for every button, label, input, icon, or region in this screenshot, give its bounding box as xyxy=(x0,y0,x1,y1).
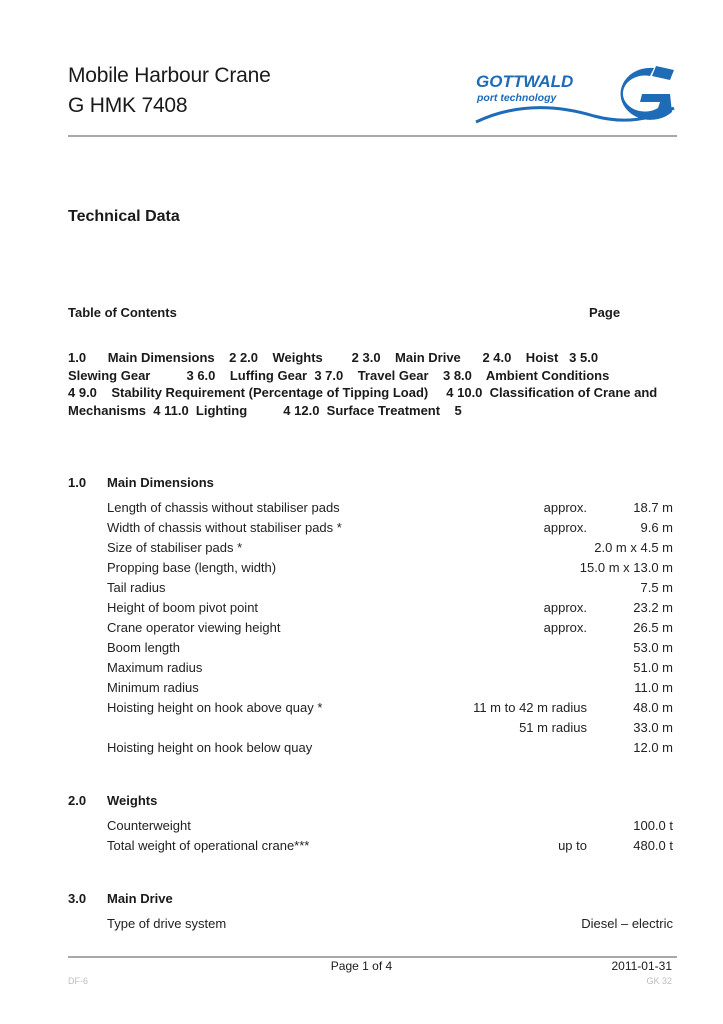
gottwald-logo-graphic xyxy=(474,60,680,126)
toc-line[interactable]: Mechanisms 4 11.0 Lighting 4 12.0 Surface Treatment 5 xyxy=(68,402,462,418)
spec-row xyxy=(107,818,673,838)
spec-value: Diesel – electric xyxy=(581,916,673,931)
spec-row xyxy=(107,916,673,936)
section-title-main-drive: Main Drive xyxy=(107,891,173,906)
spec-value: 2.0 m x 4.5 m xyxy=(594,540,673,555)
table-of-contents xyxy=(68,349,680,419)
spec-value: 11.0 m xyxy=(634,680,673,695)
document-date: 2011-01-31 xyxy=(611,959,672,973)
spec-row xyxy=(107,540,673,560)
toc-line[interactable]: Slewing Gear 3 6.0 Luffing Gear 3 7.0 Travel Gear 3 8.0 Ambient Conditions xyxy=(68,367,610,383)
footer-left-code: DF-6 xyxy=(68,976,88,986)
spec-label: Length of chassis without stabiliser pads xyxy=(107,500,340,515)
document-title-line-2: G HMK 7408 xyxy=(68,94,188,117)
spec-label: Hoisting height on hook above quay * xyxy=(107,700,323,715)
spec-row xyxy=(107,640,673,660)
spec-label: Crane operator viewing height xyxy=(107,620,281,635)
spec-row xyxy=(107,720,673,740)
spec-qualifier: 11 m to 42 m radius xyxy=(473,700,587,715)
spec-qualifier: up to xyxy=(558,838,587,853)
spec-qualifier: approx. xyxy=(543,520,587,535)
spec-value: 12.0 m xyxy=(633,740,673,755)
spec-label: Counterweight xyxy=(107,818,191,833)
spec-label: Height of boom pivot point xyxy=(107,600,259,615)
header-divider xyxy=(68,135,677,137)
spec-value: 33.0 m xyxy=(633,720,673,735)
spec-row xyxy=(107,520,673,540)
gottwald-logo xyxy=(474,60,680,126)
spec-label: Hoisting height on hook below quay xyxy=(107,740,313,755)
spec-qualifier: approx. xyxy=(543,620,587,635)
section-number: 1.0 xyxy=(68,475,87,490)
toc-page-heading: Page xyxy=(589,305,621,320)
spec-label: Boom length xyxy=(107,640,180,655)
spec-value: 48.0 m xyxy=(633,700,673,715)
spec-row xyxy=(107,838,673,858)
spec-row xyxy=(107,600,673,620)
section-number: 2.0 xyxy=(68,793,87,808)
spec-value: 100.0 t xyxy=(633,818,673,833)
spec-value: 53.0 m xyxy=(633,640,673,655)
document-title-line-1: Mobile Harbour Crane xyxy=(68,64,271,87)
toc-line[interactable]: 1.0 Main Dimensions 2 2.0 Weights 2 3.0 Main Drive 2 4.0 Hoist 3 5.0 xyxy=(68,350,599,365)
spec-value: 18.7 m xyxy=(633,500,673,515)
spec-row xyxy=(107,500,673,520)
section-number: 3.0 xyxy=(68,891,87,906)
spec-label: Size of stabiliser pads * xyxy=(107,540,243,555)
spec-label: Width of chassis without stabiliser pads * xyxy=(107,520,342,535)
spec-qualifier: approx. xyxy=(543,500,587,515)
spec-row xyxy=(107,560,673,580)
section-title-main-dimensions: Main Dimensions xyxy=(107,475,214,490)
spec-label: Type of drive system xyxy=(107,916,227,931)
toc-line[interactable]: 4 9.0 Stability Requirement (Percentage of Tipping Load) 4 10.0 Classification of Crane and xyxy=(68,385,658,400)
spec-row xyxy=(107,680,673,700)
spec-value: 480.0 t xyxy=(633,838,673,853)
spec-row xyxy=(107,580,673,600)
spec-row xyxy=(107,620,673,640)
footer-divider xyxy=(68,956,677,958)
toc-heading: Table of Contents xyxy=(68,305,177,320)
spec-qualifier: 51 m radius xyxy=(519,720,587,735)
spec-row xyxy=(107,700,673,720)
spec-value: 26.5 m xyxy=(633,620,673,635)
logo-tagline-text: port technology xyxy=(477,92,557,104)
section-title-weights: Weights xyxy=(107,793,158,808)
spec-row xyxy=(107,740,673,760)
page-number: Page 1 of 4 xyxy=(330,959,393,973)
spec-label: Minimum radius xyxy=(107,680,199,695)
spec-qualifier: approx. xyxy=(543,600,587,615)
spec-row xyxy=(107,660,673,680)
spec-label: Propping base (length, width) xyxy=(107,560,277,575)
spec-value: 51.0 m xyxy=(633,660,673,675)
spec-label: Total weight of operational crane*** xyxy=(107,838,310,853)
spec-label: Tail radius xyxy=(107,580,166,595)
logo-brand-text: GOTTWALD xyxy=(476,72,574,91)
section-heading-technical-data: Technical Data xyxy=(68,208,180,225)
spec-value: 15.0 m x 13.0 m xyxy=(579,560,673,575)
spec-value: 7.5 m xyxy=(640,580,673,595)
footer-right-code: GK 32 xyxy=(646,976,672,986)
spec-label: Maximum radius xyxy=(107,660,203,675)
spec-value: 9.6 m xyxy=(640,520,673,535)
spec-value: 23.2 m xyxy=(633,600,673,615)
